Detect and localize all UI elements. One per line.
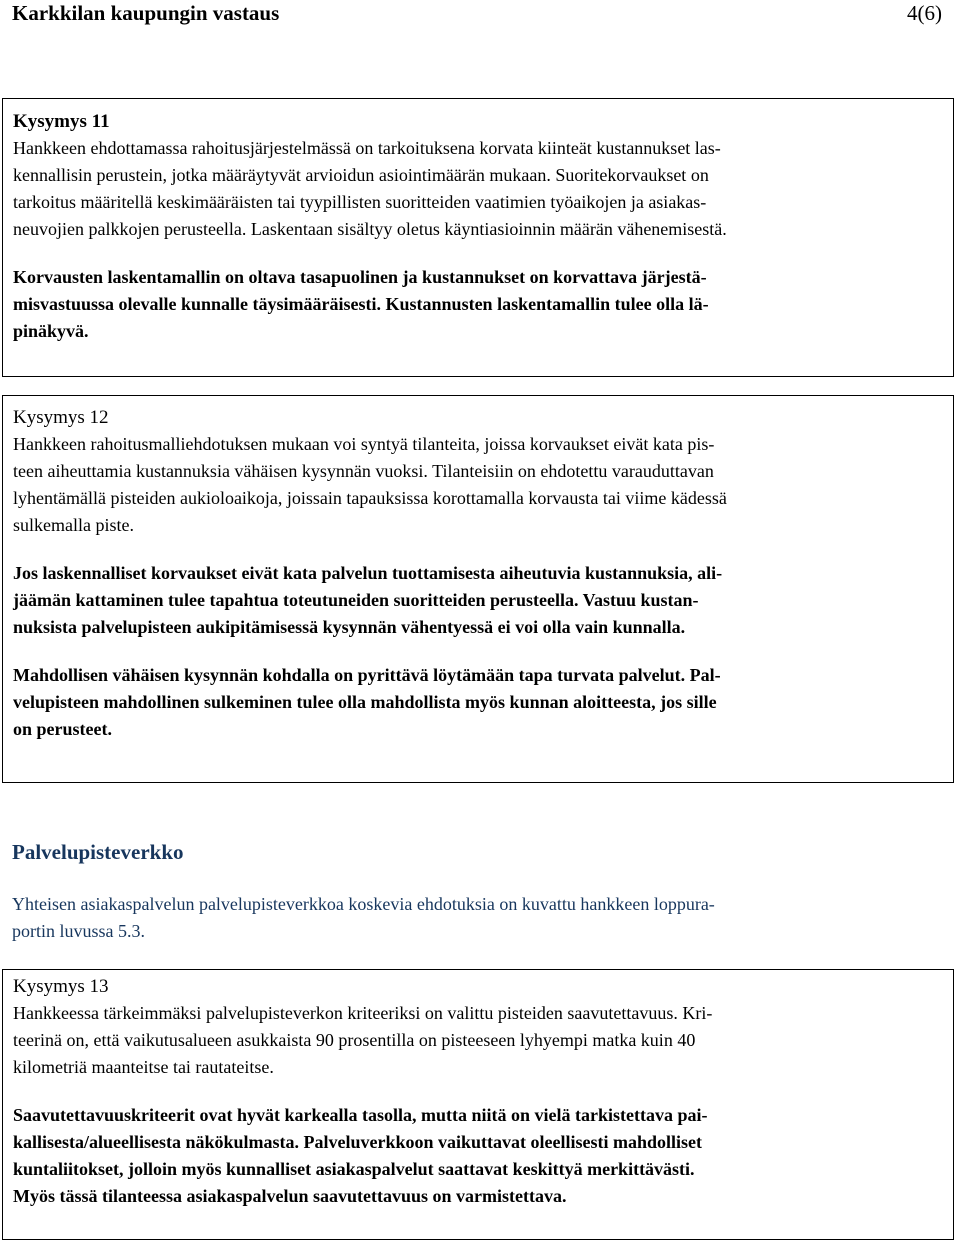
text-line: misvastuussa olevalle kunnalle täysimääräisesti. Kustannusten laskentamallin tulee olla lä- xyxy=(13,294,709,314)
question-12-title: Kysymys 12 xyxy=(13,407,109,428)
question-13-title: Kysymys 13 xyxy=(13,976,109,997)
question-11-title: Kysymys 11 xyxy=(13,111,110,132)
text-line: kallisesta/alueellisesta näkökulmasta. Palveluverkkoon vaikuttavat oleellisesti mahdolliset xyxy=(13,1132,703,1152)
question-12-text xyxy=(13,431,943,539)
text-line: pinäkyvä. xyxy=(13,321,89,341)
page-number: 4(6) xyxy=(907,1,942,25)
text-line: kuntaliitokset, jolloin myös kunnalliset asiakaspalvelut saattavat keskittyä merkittävästi. xyxy=(13,1159,695,1179)
text-line: portin luvussa 5.3. xyxy=(12,921,145,941)
text-line: Hankkeen ehdottamassa rahoitusjärjestelmässä on tarkoituksena korvata kiinteät kustannukset las- xyxy=(13,138,721,158)
text-line: sulkemalla piste. xyxy=(13,515,134,535)
text-line: Hankkeen rahoitusmalliehdotuksen mukaan voi syntyä tilanteita, joissa korvaukset eivät kata pis- xyxy=(13,434,715,454)
question-13-text xyxy=(13,1000,943,1081)
text-line: kennallisin perustein, jotka määräytyvät arvioidun asiointimäärän mukaan. Suoritekorvaukset on xyxy=(13,165,709,185)
text-line: Korvausten laskentamallin on oltava tasapuolinen ja kustannukset on korvattava järjestä- xyxy=(13,267,707,287)
text-line: Hankkeessa tärkeimmäksi palvelupisteverkon kriteeriksi on valittu pisteiden saavutettavuus. Kri- xyxy=(13,1003,713,1023)
text-line: Jos laskennalliset korvaukset eivät kata palvelun tuottamisesta aiheutuvia kustannuksia, ali- xyxy=(13,563,723,583)
text-line: teen aiheuttamia kustannuksia vähäisen kysynnän vuoksi. Tilanteisiin on ehdotettu varauduttavan xyxy=(13,461,714,481)
question-12-answer-1 xyxy=(13,560,943,641)
question-11-text xyxy=(13,135,943,243)
text-line: tarkoitus määritellä keskimääräisten tai tyypillisten suoritteiden vaatimien työaikojen ja asiakas- xyxy=(13,192,707,212)
text-line: neuvojien palkkojen perusteella. Laskentaan sisältyy oletus käyntiasioinnin määrän vähenemisestä. xyxy=(13,219,727,239)
question-12-box xyxy=(2,395,954,783)
section-title: Palvelupisteverkko xyxy=(12,840,184,864)
text-line: Myös tässä tilanteessa asiakaspalvelun saavutettavuus on varmistettava. xyxy=(13,1186,567,1206)
text-line: teerinä on, että vaikutusalueen asukkaista 90 prosentilla on pisteeseen lyhyempi matka kuin 40 xyxy=(13,1030,696,1050)
question-13-box xyxy=(2,969,954,1240)
text-line: kilometriä maanteitse tai rautateitse. xyxy=(13,1057,274,1077)
text-line: lyhentämällä pisteiden aukioloaikoja, joissain tapauksissa korottamalla korvausta tai viime kädessä xyxy=(13,488,727,508)
question-12-answer-2 xyxy=(13,662,943,743)
text-line: Mahdollisen vähäisen kysynnän kohdalla on pyrittävä löytämään tapa turvata palvelut. Pal- xyxy=(13,665,721,685)
text-line: jäämän kattaminen tulee tapahtua toteutuneiden suoritteiden perusteella. Vastuu kustan- xyxy=(13,590,699,610)
text-line: velupisteen mahdollinen sulkeminen tulee olla mahdollista myös kunnan aloitteesta, jos sille xyxy=(13,692,717,712)
page-header xyxy=(12,0,942,26)
text-line: on perusteet. xyxy=(13,719,112,739)
question-11-answer xyxy=(13,264,943,345)
text-line: Yhteisen asiakaspalvelun palvelupisteverkkoa koskevia ehdotuksia on kuvattu hankkeen loppura- xyxy=(12,894,715,914)
section-intro xyxy=(12,891,937,945)
text-line: Saavutettavuuskriteerit ovat hyvät karkealla tasolla, mutta niitä on vielä tarkistettava pai- xyxy=(13,1105,708,1125)
text-line: nuksista palvelupisteen aukipitämisessä kysynnän vähentyessä ei voi olla vain kunnalla. xyxy=(13,617,686,637)
question-13-answer xyxy=(13,1102,943,1210)
document-title: Karkkilan kaupungin vastaus xyxy=(12,1,280,25)
question-11-box xyxy=(2,98,954,377)
